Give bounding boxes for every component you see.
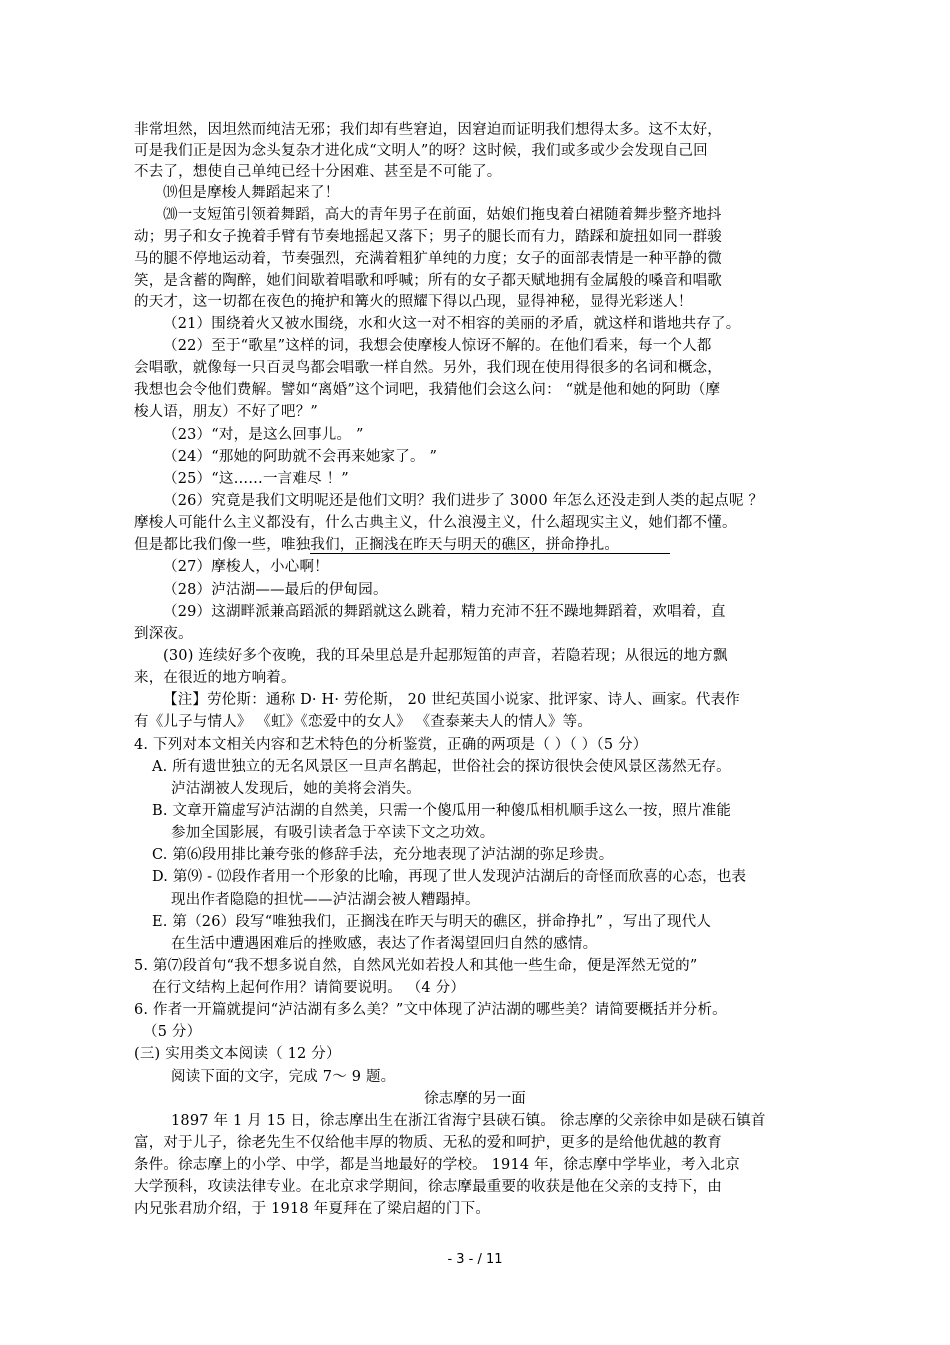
- text-line: （21）围绕着火又被水围绕，水和火这一对不相容的美丽的矛盾，就这样和谐地共存了。: [163, 316, 741, 332]
- text-line: 梭人语，朋友）不好了吧？”: [134, 404, 319, 420]
- option-a: A. 所有遗世独立的无名风景区一旦声名鹊起，世俗社会的探访很快会使风景区荡然无存。: [152, 759, 731, 775]
- note-line: 有《儿子与情人》 《虹》《恋爱中的女人》 《查泰莱夫人的情人》等。: [134, 714, 593, 730]
- text-line: （26）究竟是我们文明呢还是他们文明？我们进步了 3000 年怎么还没走到人类的起点呢 ？: [163, 493, 764, 509]
- text-line: ⒇一支短笛引领着舞蹈，高大的青年男子在前面，姑娘们拖曳着白裙随着舞步整齐地抖: [163, 207, 722, 223]
- option-b: B. 文章开篇虚写泸沽湖的自然美，只需一个傻瓜用一种傻瓜相机顺手这么一按，照片准能: [152, 803, 732, 819]
- underlined-text-line: 但是都比我们像一些，唯独我们，正搁浅在昨天与明天的礁区，拼命挣扎。: [134, 537, 620, 553]
- text-line: 条件。徐志摩上的小学、中学，都是当地最好的学校。 1914 年，徐志摩中学毕业，考入北京: [134, 1157, 740, 1173]
- text-line: 不去了，想使自己单纯已经十分困难、甚至是不可能了。: [134, 164, 502, 180]
- text-line: 来，在很近的地方响着。: [134, 670, 296, 686]
- option-b-cont: 参加全国影展，有吸引读者急于卒读下文之功效。: [171, 825, 495, 841]
- text-line: 内兄张君劢介绍，于 1918 年夏拜在了梁启超的门下。: [134, 1201, 491, 1217]
- note-line: 【注】劳伦斯：通称 D· H· 劳伦斯， 20 世纪英国小说家、批评家、诗人、画家。代表作: [163, 692, 740, 708]
- text-line: (30) 连续好多个夜晚，我的耳朵里总是升起那短笛的声音，若隐若现；从很远的地方飘: [163, 648, 728, 664]
- text-line: 的天才，这一切都在夜色的掩护和篝火的照耀下得以凸现，显得神秘，显得光彩迷人！: [134, 294, 693, 310]
- option-e-cont: 在生活中遭遇困难后的挫败感，表达了作者渴望回归自然的感情。: [171, 936, 598, 952]
- underline-rule: [310, 553, 670, 554]
- text-line: （22）至于“歌星”这样的词，我想会使摩梭人惊讶不解的。在他们看来，每一个人都: [163, 338, 712, 354]
- option-d-cont: 现出作者隐隐的担忧——泸沽湖会被人糟蹋掉。: [171, 892, 480, 908]
- option-c: C. 第⑹段用排比兼夸张的修辞手法，充分地表现了泸沽湖的弥足珍贵。: [152, 847, 614, 863]
- question-6-cont: （5 分）: [143, 1024, 202, 1040]
- text-line: 可是我们正是因为念头复杂才进化成“文明人”的呀？这时候，我们或多或少会发现自己回: [134, 143, 708, 159]
- question-5: 5. 第⑺段首句“我不想多说自然，自然风光如若投人和其他一些生命，便是浑然无觉的”: [134, 958, 698, 974]
- text-line: 大学预科，攻读法律专业。在北京求学期间，徐志摩最重要的收获是他在父亲的支持下，由: [134, 1179, 722, 1195]
- section-title: 徐志摩的另一面: [424, 1091, 526, 1107]
- question-4: 4. 下列对本文相关内容和艺术特色的分析鉴赏，正确的两项是（ ）（ ）（5 分）: [134, 737, 648, 753]
- text-line: （23）“对，是这么回事儿。 ”: [163, 427, 364, 443]
- option-e: E. 第（26）段写“唯独我们，正搁浅在昨天与明天的礁区，拼命挣扎” ，写出了现代人: [152, 914, 712, 930]
- option-d: D. 第⑼ - ⑿段作者用一个形象的比喻，再现了世人发现泸沽湖后的奇怪而欣喜的心态，也表: [152, 869, 747, 885]
- text-line: 我想也会令他们费解。譬如“离婚”这个词吧，我猜他们会这么问： “就是他和她的阿助（摩: [134, 382, 721, 398]
- text-line: 到深夜。: [134, 626, 193, 642]
- text-line: 1897 年 1 月 15 日，徐志摩出生在浙江省海宁县硖石镇。 徐志摩的父亲徐申如是硖石镇首: [171, 1113, 766, 1129]
- text-line: 笑，是含蓄的陶醉，她们间歇着唱歌和呼喊；所有的女子都天赋地拥有金属般的嗓音和唱歌: [134, 273, 722, 289]
- text-line: 马的腿不停地运动着，节奏强烈，充满着粗犷单纯的力度；女子的面部表情是一种平静的微: [134, 251, 722, 267]
- text-line: （27）摩梭人，小心啊！: [163, 559, 329, 575]
- section-heading: (三) 实用类文本阅读（ 12 分）: [134, 1046, 341, 1062]
- text-line: （29）这湖畔派兼高蹈派的舞蹈就这么跳着，精力充沛不狂不躁地舞蹈着，欢唱着，直: [163, 604, 726, 620]
- text-line: 非常坦然，因坦然而纯洁无邪；我们却有些窘迫，因窘迫而证明我们想得太多。这不太好，: [134, 122, 722, 138]
- question-6: 6. 作者一开篇就提问“泸沽湖有多么美？”文中体现了泸沽湖的哪些美？请简要概括并分析。: [134, 1002, 727, 1018]
- text-line: （25）“这……一言难尽 ！”: [163, 471, 349, 487]
- text-line: 会唱歌，就像每一只百灵鸟都会唱歌一样自然。另外，我们现在使用得很多的名词和概念，: [134, 360, 722, 376]
- instruction-line: 阅读下面的文字，完成 7～ 9 题。: [171, 1069, 396, 1085]
- option-a-cont: 泸沽湖被人发现后，她的美将会消失。: [171, 781, 421, 797]
- page-number: - 3 - / 11: [447, 1252, 503, 1267]
- text-line: （28）泸沽湖——最后的伊甸园。: [163, 582, 388, 598]
- text-line: 富，对于儿子，徐老先生不仅给他丰厚的物质、无私的爱和呵护，更多的是给他优越的教育: [134, 1135, 722, 1151]
- question-5-cont: 在行文结构上起何作用？请简要说明。 （4 分）: [152, 980, 466, 996]
- text-line: 摩梭人可能什么主义都没有，什么古典主义，什么浪漫主义，什么超现实主义，她们都不懂。: [134, 515, 737, 531]
- text-line: （24）“那她的阿助就不会再来她家了。 ”: [163, 449, 438, 465]
- text-line: ⒆但是摩梭人舞蹈起来了！: [163, 185, 340, 201]
- text-line: 动；男子和女子挽着手臂有节奏地摇起又落下；男子的腿长而有力，踏踩和旋扭如同一群骏: [134, 229, 722, 245]
